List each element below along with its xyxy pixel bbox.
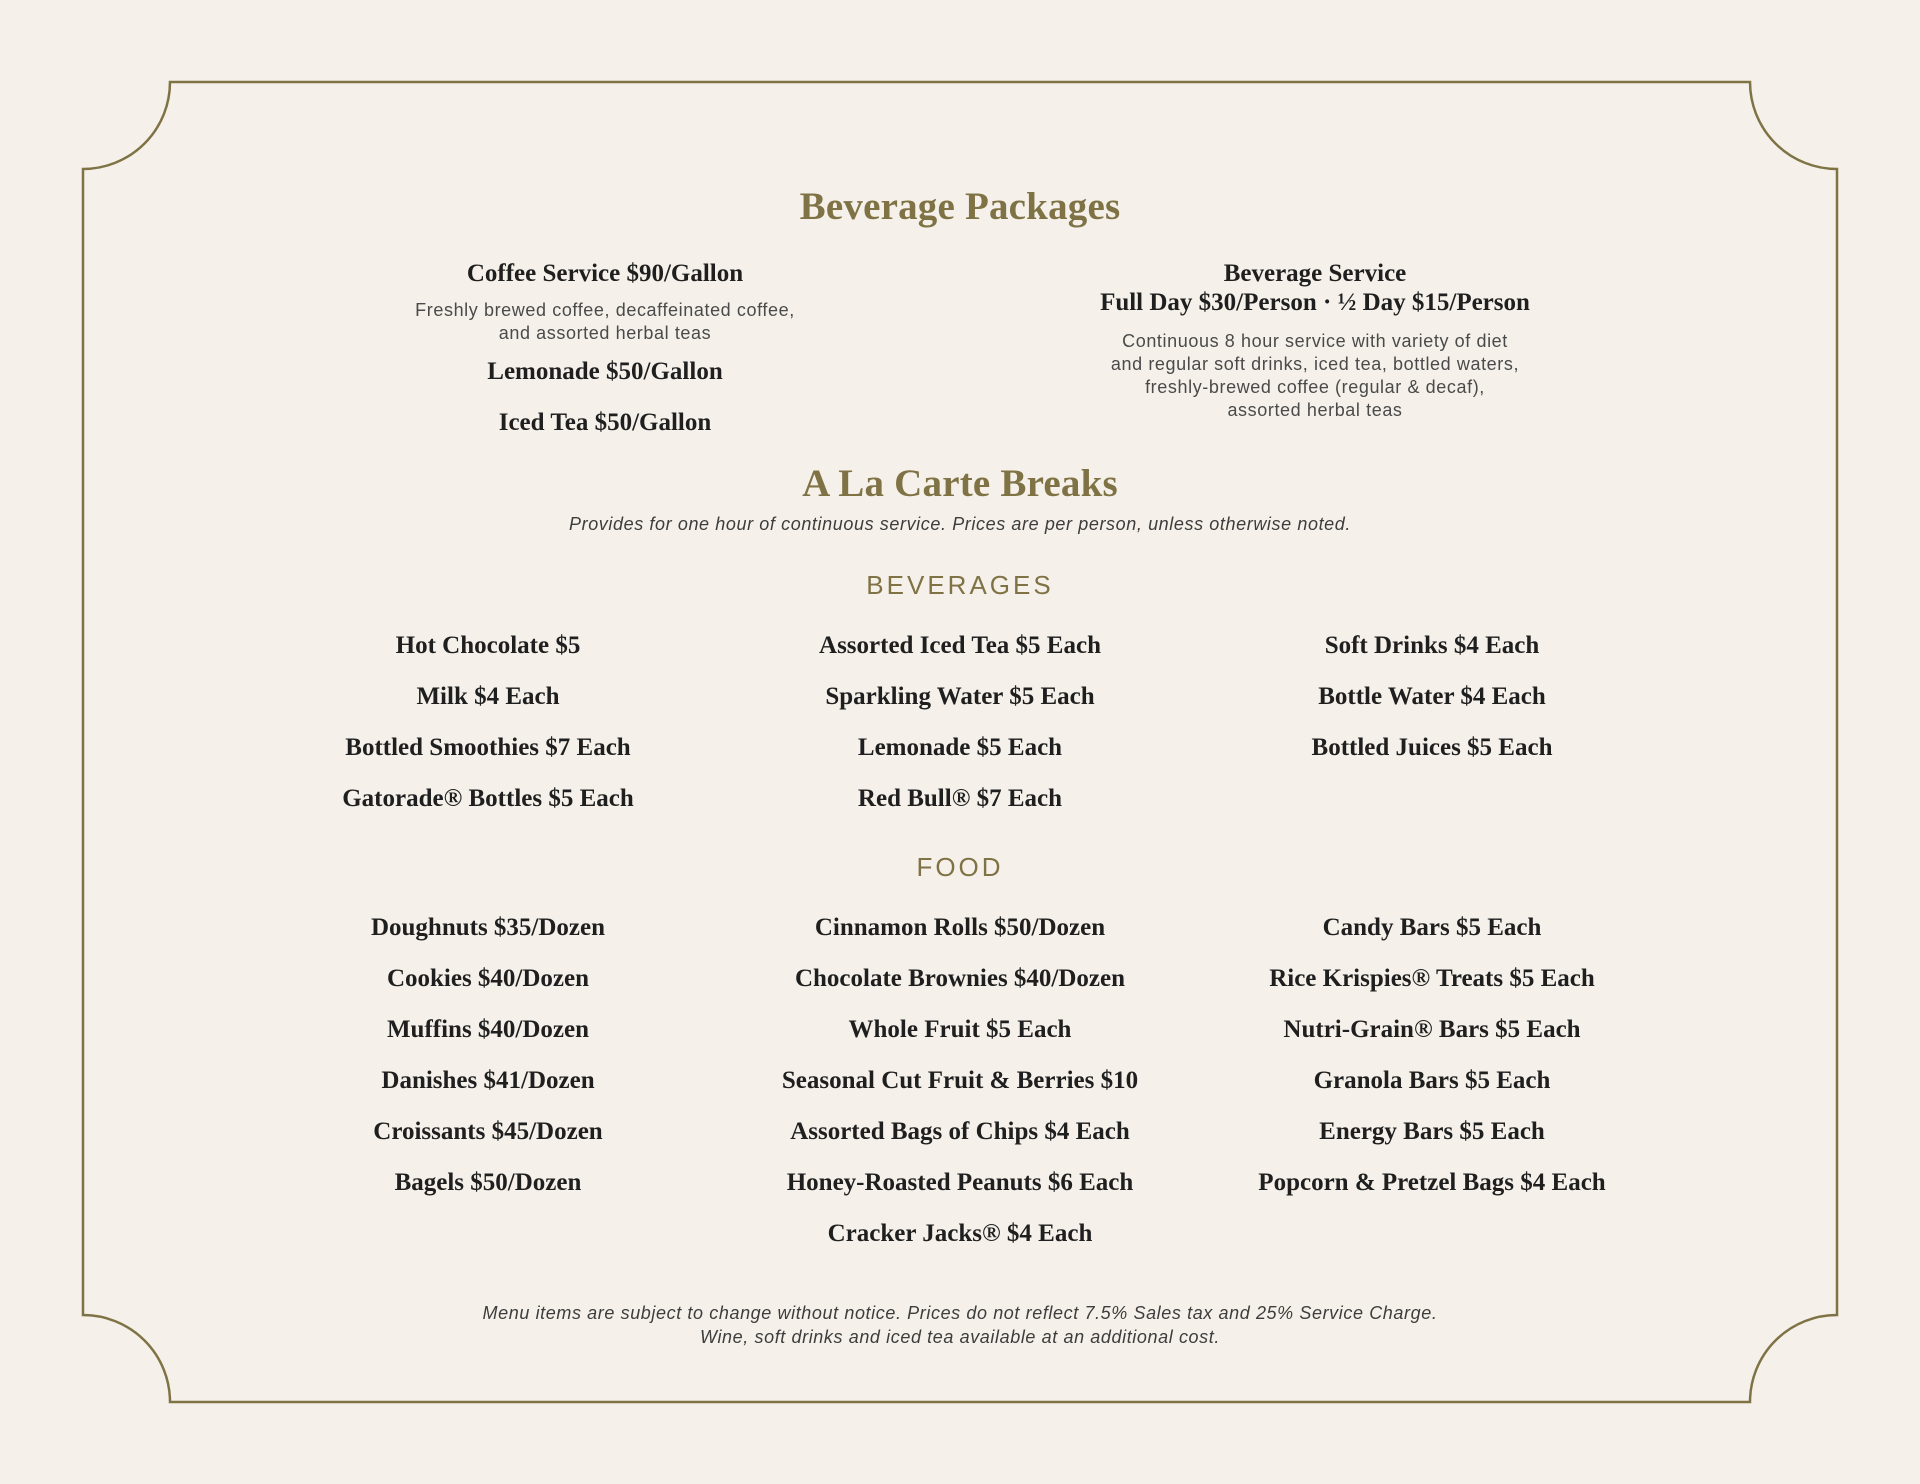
coffee-service-desc: [330, 299, 880, 345]
list-item: Rice Krispies® Treats $5 Each: [1269, 965, 1595, 992]
list-item: Sparkling Water $5 Each: [825, 683, 1095, 710]
list-item: Cinnamon Rolls $50/Dozen: [814, 914, 1106, 941]
coffee-desc-line1: Freshly brewed coffee, decaffeinated coffee,: [415, 300, 795, 320]
beverage-service-title: Beverage Service: [1223, 260, 1407, 287]
list-item: Bottled Juices $5 Each: [1311, 734, 1553, 761]
list-item: Lemonade $5 Each: [857, 734, 1063, 761]
a-la-carte-title: A La Carte Breaks: [802, 462, 1118, 505]
list-item: Energy Bars $5 Each: [1319, 1118, 1545, 1145]
food-heading: FOOD: [916, 852, 1004, 882]
beverages-heading: BEVERAGES: [866, 570, 1054, 600]
list-item: Nutri-Grain® Bars $5 Each: [1283, 1016, 1581, 1043]
lemonade-gallon: Lemonade $50/Gallon: [487, 358, 723, 385]
list-item: Candy Bars $5 Each: [1322, 914, 1542, 941]
list-item: Milk $4 Each: [416, 683, 560, 710]
list-item: Bottled Smoothies $7 Each: [345, 734, 631, 761]
list-item: Doughnuts $35/Dozen: [370, 914, 606, 941]
list-item: Red Bull® $7 Each: [857, 785, 1063, 812]
service-desc-line1: Continuous 8 hour service with variety of diet: [1122, 331, 1508, 351]
beverage-service-desc: [1040, 330, 1590, 422]
list-item: Popcorn & Pretzel Bags $4 Each: [1258, 1169, 1606, 1196]
list-item: Assorted Bags of Chips $4 Each: [790, 1118, 1130, 1145]
list-item: Cookies $40/Dozen: [386, 965, 590, 992]
list-item: Muffins $40/Dozen: [386, 1016, 590, 1043]
list-item: Chocolate Brownies $40/Dozen: [794, 965, 1126, 992]
list-item: Cracker Jacks® $4 Each: [827, 1220, 1093, 1247]
list-item: Soft Drinks $4 Each: [1324, 632, 1540, 659]
a-la-carte-subtitle: Provides for one hour of continuous service. Prices are per person, unless otherwise noted.: [569, 514, 1351, 534]
beverage-packages-title: Beverage Packages: [799, 185, 1121, 228]
list-item: Hot Chocolate $5: [395, 632, 581, 659]
list-item: Granola Bars $5 Each: [1313, 1067, 1551, 1094]
list-item: Whole Fruit $5 Each: [848, 1016, 1072, 1043]
list-item: Seasonal Cut Fruit & Berries $10: [781, 1067, 1139, 1094]
service-desc-line4: assorted herbal teas: [1227, 400, 1403, 420]
coffee-service-title: Coffee Service $90/Gallon: [466, 260, 744, 287]
footer-note-line1: Menu items are subject to change without notice. Prices do not reflect 7.5% Sales tax and 25% Service Charge.: [482, 1303, 1438, 1323]
service-desc-line3: freshly-brewed coffee (regular & decaf),: [1145, 377, 1485, 397]
beverage-service-pricing: Full Day $30/Person · ½ Day $15/Person: [1100, 289, 1530, 316]
service-desc-line2: and regular soft drinks, iced tea, bottled waters,: [1110, 354, 1520, 374]
list-item: Danishes $41/Dozen: [381, 1067, 595, 1094]
footer-note-line2: Wine, soft drinks and iced tea available at an additional cost.: [700, 1327, 1220, 1347]
list-item: Bottle Water $4 Each: [1318, 683, 1546, 710]
list-item: Assorted Iced Tea $5 Each: [819, 632, 1101, 659]
coffee-desc-line2: and assorted herbal teas: [498, 323, 712, 343]
list-item: Honey-Roasted Peanuts $6 Each: [786, 1169, 1134, 1196]
list-item: Bagels $50/Dozen: [394, 1169, 582, 1196]
list-item: Croissants $45/Dozen: [373, 1118, 603, 1145]
list-item: Gatorade® Bottles $5 Each: [342, 785, 634, 812]
iced-tea-gallon: Iced Tea $50/Gallon: [498, 409, 712, 436]
